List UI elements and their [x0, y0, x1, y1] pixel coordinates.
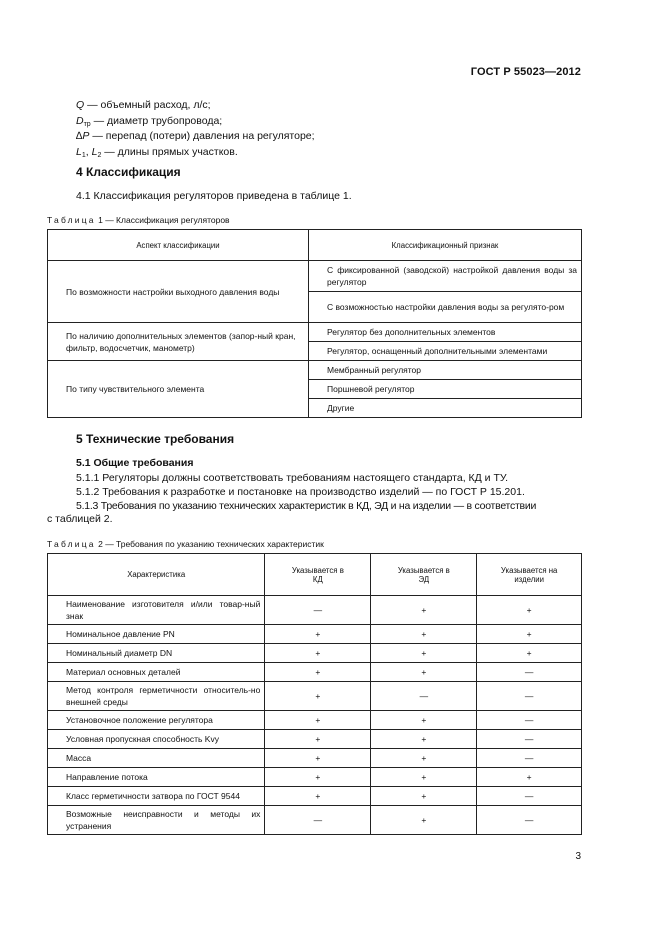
mark-cell-ed: +: [371, 749, 477, 768]
definition-d: [76, 114, 315, 130]
characteristic-cell: Класс герметичности затвора по ГОСТ 9544: [48, 787, 265, 806]
table-row: [48, 730, 582, 749]
mark-cell-izd: +: [477, 625, 582, 644]
characteristic-cell: Масса: [48, 749, 265, 768]
mark-cell-kd: +: [265, 768, 371, 787]
characteristic-cell: Направление потока: [48, 768, 265, 787]
requirements-table: [47, 553, 582, 835]
mark-cell-kd: +: [265, 625, 371, 644]
characteristic-cell: Установочное положение регулятора: [48, 711, 265, 730]
mark-cell-kd: +: [265, 682, 371, 711]
table-2-caption: [47, 539, 324, 549]
caption-text: 1 — Классификация регуляторов: [98, 215, 230, 225]
mark-cell-izd: +: [477, 768, 582, 787]
paragraph-5-1-3: 5.1.3 Требования по указанию технических характеристик в КД, ЭД и на изделии — в соответствии: [76, 500, 537, 512]
table-row: [48, 749, 582, 768]
mark-cell-ed: +: [371, 730, 477, 749]
subscript: 2: [97, 151, 102, 159]
definition-text: — диаметр трубопровода;: [90, 114, 223, 127]
mark-cell-ed: +: [371, 663, 477, 682]
table-row: [48, 644, 582, 663]
sign-cell: Регулятор без дополнительных элементов: [309, 323, 582, 342]
caption-text: 2 — Требования по указанию технических характеристик: [98, 539, 324, 549]
table-row: [48, 682, 582, 711]
mark-cell-kd: +: [265, 644, 371, 663]
table-row: [48, 663, 582, 682]
mark-cell-izd: —: [477, 663, 582, 682]
paragraph-5-1-1: 5.1.1 Регуляторы должны соответствовать требованиям настоящего стандарта, КД и ТУ.: [76, 472, 509, 484]
subscript: 1: [81, 151, 86, 159]
sign-cell: С возможностью настройки давления воды за регулято-ром: [309, 292, 582, 323]
mark-cell-izd: —: [477, 749, 582, 768]
section-4-heading: 4 Классификация: [76, 165, 181, 179]
paragraph-4-1: 4.1 Классификация регуляторов приведена в таблице 1.: [76, 190, 352, 202]
mark-cell-izd: —: [477, 730, 582, 749]
mark-cell-izd: +: [477, 596, 582, 625]
aspect-cell: По типу чувствительного элемента: [48, 361, 309, 418]
characteristic-cell: Номинальное давление PN: [48, 625, 265, 644]
definition-text: — перепад (потери) давления на регуляторе;: [89, 130, 315, 142]
characteristic-cell: Номинальный диаметр DN: [48, 644, 265, 663]
table-row: [48, 711, 582, 730]
column-header: Указывается на изделии: [477, 554, 582, 596]
sign-cell: Мембранный регулятор: [309, 361, 582, 380]
subscript: тр: [83, 120, 91, 128]
characteristic-cell: Условная пропускная способность Kvy: [48, 730, 265, 749]
definition-dp: [76, 129, 315, 145]
subsection-5-1-heading: 5.1 Общие требования: [76, 457, 194, 469]
mark-cell-izd: —: [477, 682, 582, 711]
mark-cell-ed: +: [371, 768, 477, 787]
mark-cell-ed: +: [371, 806, 477, 835]
characteristic-cell: Наименование изготовителя и/или товар-ный знак: [48, 596, 265, 625]
symbol: ∆P: [76, 130, 90, 142]
paragraph-5-1-3-continued: с таблицей 2.: [47, 513, 113, 525]
definition-l: [76, 145, 315, 161]
characteristic-cell: Метод контроля герметичности относитель-но внешней среды: [48, 682, 265, 711]
column-header: Характеристика: [48, 554, 265, 596]
mark-cell-izd: —: [477, 711, 582, 730]
sign-cell: Поршневой регулятор: [309, 380, 582, 399]
characteristic-cell: Возможные неисправности и методы их устранения: [48, 806, 265, 835]
column-header: Классификационный признак: [309, 230, 582, 261]
symbol-definitions: [76, 98, 315, 160]
mark-cell-kd: +: [265, 787, 371, 806]
table-row: [48, 787, 582, 806]
column-header: Указывается в КД: [265, 554, 371, 596]
mark-cell-izd: —: [477, 806, 582, 835]
mark-cell-ed: +: [371, 596, 477, 625]
mark-cell-ed: —: [371, 682, 477, 711]
definition-q: [76, 98, 315, 114]
definition-text: ,: [85, 145, 92, 158]
mark-cell-izd: +: [477, 644, 582, 663]
mark-cell-ed: +: [371, 711, 477, 730]
characteristic-cell: Материал основных деталей: [48, 663, 265, 682]
page-number: 3: [575, 851, 581, 862]
caption-prefix: Таблица: [47, 539, 96, 549]
mark-cell-kd: +: [265, 730, 371, 749]
table-row: [48, 806, 582, 835]
table-row: [48, 768, 582, 787]
column-header: Указывается в ЭД: [371, 554, 477, 596]
symbol: L: [76, 145, 82, 158]
mark-cell-kd: +: [265, 711, 371, 730]
table-row: [48, 596, 582, 625]
mark-cell-izd: —: [477, 787, 582, 806]
mark-cell-ed: +: [371, 644, 477, 663]
symbol: Q: [76, 99, 85, 111]
standard-code: ГОСТ Р 55023—2012: [470, 66, 581, 78]
sign-cell: Другие: [309, 399, 582, 418]
table-row: [48, 625, 582, 644]
mark-cell-kd: +: [265, 749, 371, 768]
mark-cell-kd: +: [265, 663, 371, 682]
mark-cell-ed: +: [371, 787, 477, 806]
mark-cell-ed: +: [371, 625, 477, 644]
classification-table: [47, 229, 582, 418]
symbol: L: [91, 145, 98, 158]
sign-cell: Регулятор, оснащенный дополнительными элементами: [309, 342, 582, 361]
mark-cell-kd: —: [265, 806, 371, 835]
aspect-cell: По наличию дополнительных элементов (запор-ный кран, фильтр, водосчетчик, манометр): [48, 323, 309, 361]
mark-cell-kd: —: [265, 596, 371, 625]
table-1-caption: [47, 215, 230, 225]
column-header: Аспект классификации: [48, 230, 309, 261]
aspect-cell: По возможности настройки выходного давления воды: [48, 261, 309, 323]
sign-cell: С фиксированной (заводской) настройкой давления воды за регулятор: [309, 261, 582, 292]
symbol: D: [76, 114, 84, 127]
caption-prefix: Таблица: [47, 215, 96, 225]
definition-text: — объемный расход, л/с;: [84, 99, 211, 111]
paragraph-5-1-2: 5.1.2 Требования к разработке и постановке на производство изделий — по ГОСТ Р 15.201.: [76, 486, 525, 498]
section-5-heading: 5 Технические требования: [76, 432, 235, 446]
definition-text: — длины прямых участков.: [101, 145, 238, 158]
